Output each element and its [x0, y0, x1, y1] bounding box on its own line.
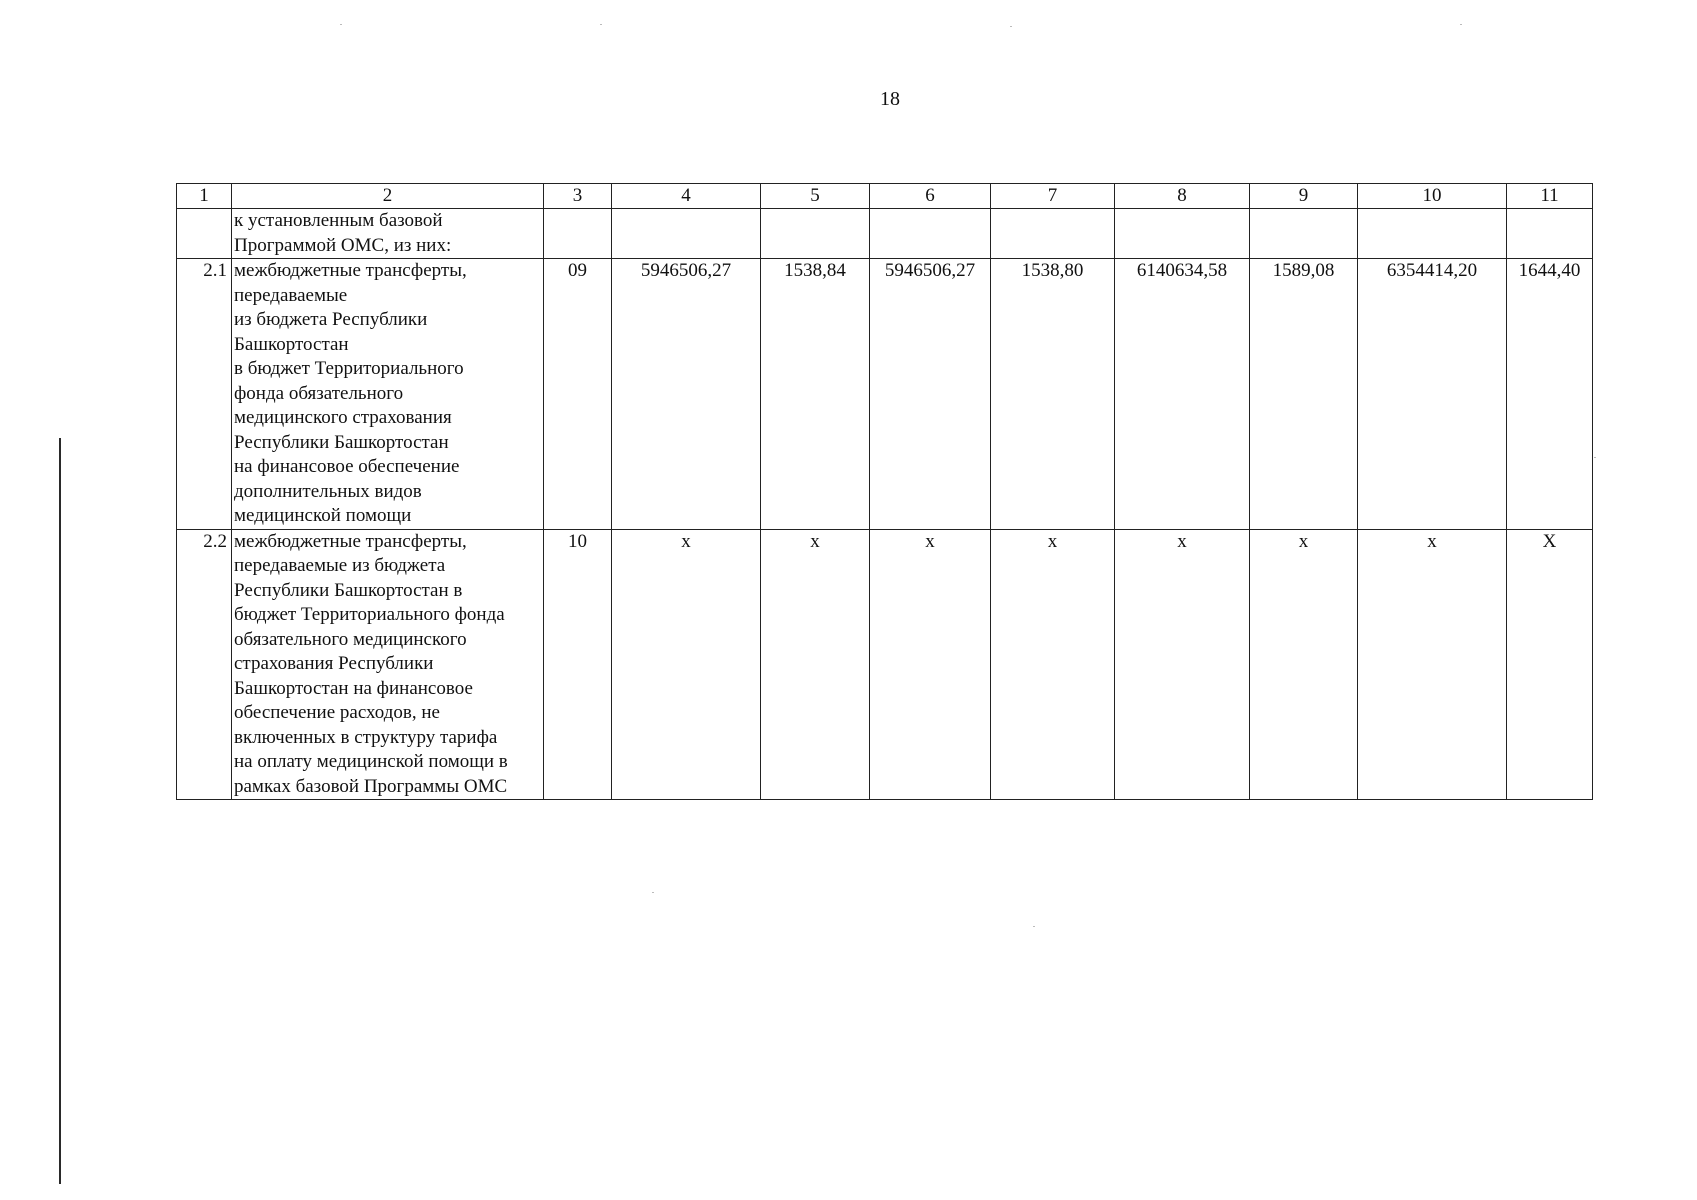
scan-speck	[600, 24, 602, 25]
row-code: 09	[544, 259, 612, 530]
scan-speck	[1594, 457, 1596, 458]
value-cell: 1644,40	[1507, 259, 1593, 530]
value-cell	[1250, 209, 1358, 259]
column-number: 4	[612, 184, 761, 209]
value-cell: x	[1115, 529, 1250, 800]
column-number: 11	[1507, 184, 1593, 209]
value-cell: 5946506,27	[870, 259, 991, 530]
page-number: 18	[880, 88, 900, 110]
value-cell: x	[1250, 529, 1358, 800]
description-line: Республики Башкортостан	[234, 431, 449, 453]
column-number: 8	[1115, 184, 1250, 209]
description-line: на финансовое обеспечение	[234, 456, 460, 477]
table-row	[177, 259, 1593, 530]
column-number-row	[177, 184, 1593, 209]
budget-table	[176, 183, 1593, 800]
value-cell: x	[612, 529, 761, 800]
value-cell	[870, 209, 991, 259]
value-cell: 1589,08	[1250, 259, 1358, 530]
scan-speck	[652, 892, 654, 893]
description-line: включенных в структуру тарифа	[234, 726, 498, 748]
value-cell	[1115, 209, 1250, 259]
value-cell: 1538,84	[761, 259, 870, 530]
value-cell: X	[1507, 529, 1593, 800]
description-line: передаваемые	[234, 284, 348, 306]
column-number: 9	[1250, 184, 1358, 209]
value-cell: 1538,80	[991, 259, 1115, 530]
description-line: фонда обязательного	[234, 382, 404, 404]
description-line: обеспечение расходов, не	[234, 702, 440, 723]
description-line: Башкортостан	[234, 333, 349, 355]
description-line: обязательного медицинского	[234, 628, 467, 650]
value-cell: x	[1358, 529, 1507, 800]
value-cell: x	[870, 529, 991, 800]
description-line: Башкортостан на финансовое	[234, 677, 473, 699]
column-number: 7	[991, 184, 1115, 209]
value-cell	[1507, 209, 1593, 259]
description-line: дополнительных видов	[234, 480, 422, 502]
description-line: межбюджетные трансферты,	[234, 530, 467, 552]
scan-speck	[340, 24, 342, 25]
scan-speck	[1033, 926, 1035, 927]
row-description	[232, 529, 544, 800]
column-number: 5	[761, 184, 870, 209]
description-line: Программой ОМС, из них:	[234, 234, 452, 256]
table-row	[177, 529, 1593, 800]
value-cell	[991, 209, 1115, 259]
description-line: медицинской помощи	[234, 505, 412, 526]
scan-speck	[1460, 24, 1462, 25]
description-line: к установленным базовой	[234, 210, 443, 231]
column-number: 3	[544, 184, 612, 209]
value-cell	[612, 209, 761, 259]
value-cell: 6140634,58	[1115, 259, 1250, 530]
description-line: рамках базовой Программы ОМС	[234, 775, 508, 797]
scan-speck	[1010, 26, 1012, 27]
row-code	[544, 209, 612, 259]
value-cell: x	[761, 529, 870, 800]
row-number: 2.2	[177, 529, 232, 800]
value-cell: x	[991, 529, 1115, 800]
description-line: страхования Республики	[234, 653, 434, 674]
description-line: Республики Башкортостан в	[234, 579, 463, 601]
value-cell: 5946506,27	[612, 259, 761, 530]
row-description	[232, 259, 544, 530]
description-line: медицинского страхования	[234, 407, 452, 428]
row-number: 2.1	[177, 259, 232, 530]
description-line: на оплату медицинской помощи в	[234, 751, 508, 772]
description-line: передаваемые из бюджета	[234, 555, 446, 576]
row-number	[177, 209, 232, 259]
column-number: 1	[177, 184, 232, 209]
row-description	[232, 209, 544, 259]
description-line: бюджет Территориального фонда	[234, 604, 505, 625]
description-line: в бюджет Территориального	[234, 358, 464, 379]
column-number: 2	[232, 184, 544, 209]
row-code: 10	[544, 529, 612, 800]
binding-margin-line	[59, 438, 61, 1184]
value-cell: 6354414,20	[1358, 259, 1507, 530]
description-line: межбюджетные трансферты,	[234, 260, 467, 281]
value-cell	[761, 209, 870, 259]
value-cell	[1358, 209, 1507, 259]
column-number: 10	[1358, 184, 1507, 209]
column-number: 6	[870, 184, 991, 209]
description-line: из бюджета Республики	[234, 309, 428, 330]
table-row	[177, 209, 1593, 259]
